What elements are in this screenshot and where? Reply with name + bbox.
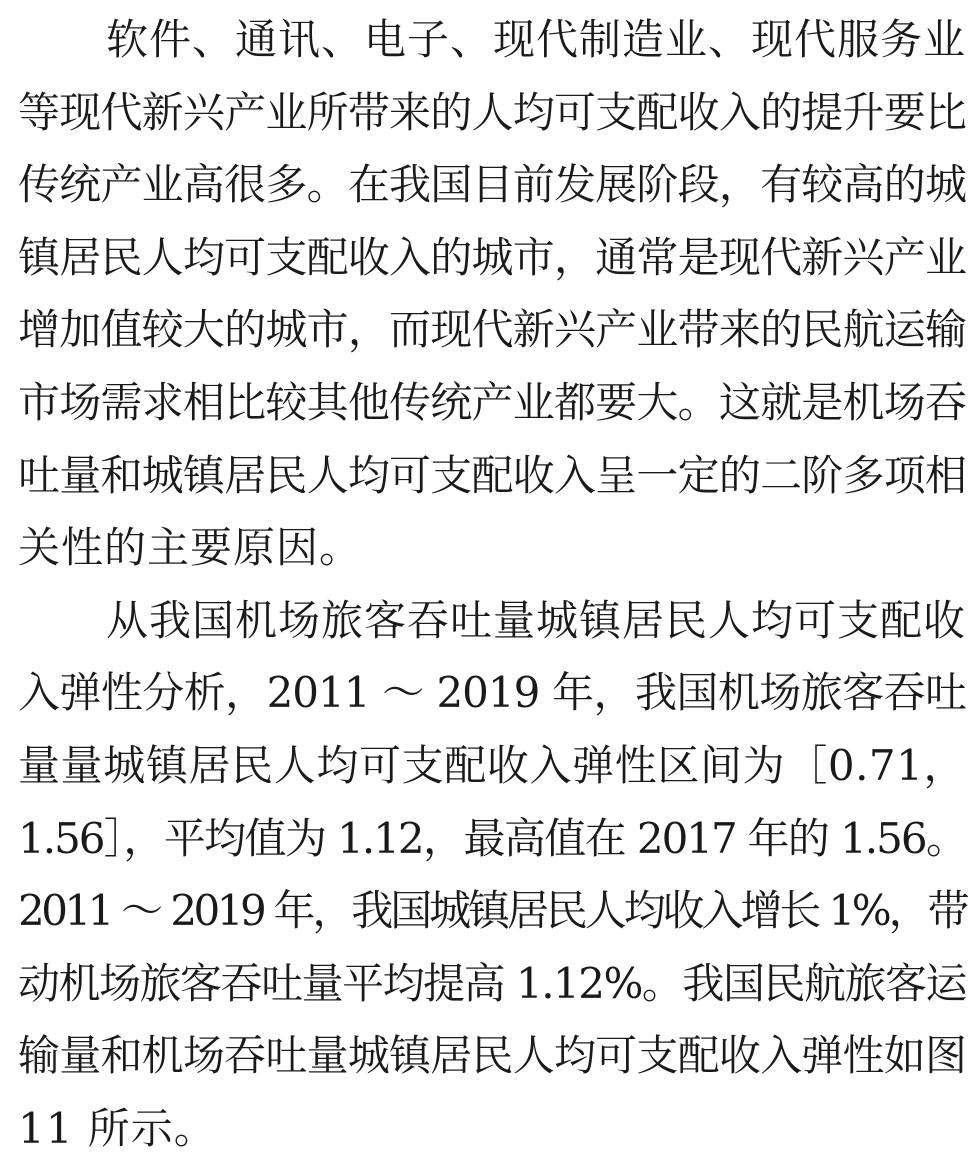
text-line: 动机场旅客吞吐量平均提高 1.12%。我国民航旅客运 xyxy=(18,958,966,1008)
text-line: 量量城镇居民人均可支配收入弹性区间为［0.71， xyxy=(18,740,966,790)
text-line: 关性的主要原因。 xyxy=(18,523,363,573)
text-line: 从我国机场旅客吞吐量城镇居民人均可支配收 xyxy=(106,595,967,645)
text-line: 输量和机场吞吐量城镇居民人均可支配收入弹性如图 xyxy=(18,1031,966,1081)
text-line: 等现代新兴产业所带来的人均可支配收入的提升要比 xyxy=(18,87,966,137)
text-line: 市场需求相比较其他传统产业都要大。这就是机场吞 xyxy=(18,377,966,427)
text-line: 入弹性分析，2011 ～ 2019 年，我国机场旅客吞吐 xyxy=(18,668,966,718)
text-line: 吐量和城镇居民人均可支配收入呈一定的二阶多项相 xyxy=(18,450,966,500)
text-line: 增加值较大的城市，而现代新兴产业带来的民航运输 xyxy=(18,305,966,355)
text-line: 传统产业高很多。在我国目前发展阶段，有较高的城 xyxy=(18,160,966,210)
paragraph-1 xyxy=(18,4,966,585)
text-line: 11 所示。 xyxy=(18,1103,217,1153)
text-line: 1.56］，平均值为 1.12，最高值在 2017 年的 1.56。 xyxy=(18,813,966,863)
text-line: 2011 ～ 2019 年，我国城镇居民人均收入增长 1%，带 xyxy=(18,886,966,936)
text-line: 镇居民人均可支配收入的城市，通常是现代新兴产业 xyxy=(18,232,966,282)
text-line: 软件、通讯、电子、现代制造业、现代服务业 xyxy=(106,15,967,64)
paragraph-2 xyxy=(18,585,966,1166)
